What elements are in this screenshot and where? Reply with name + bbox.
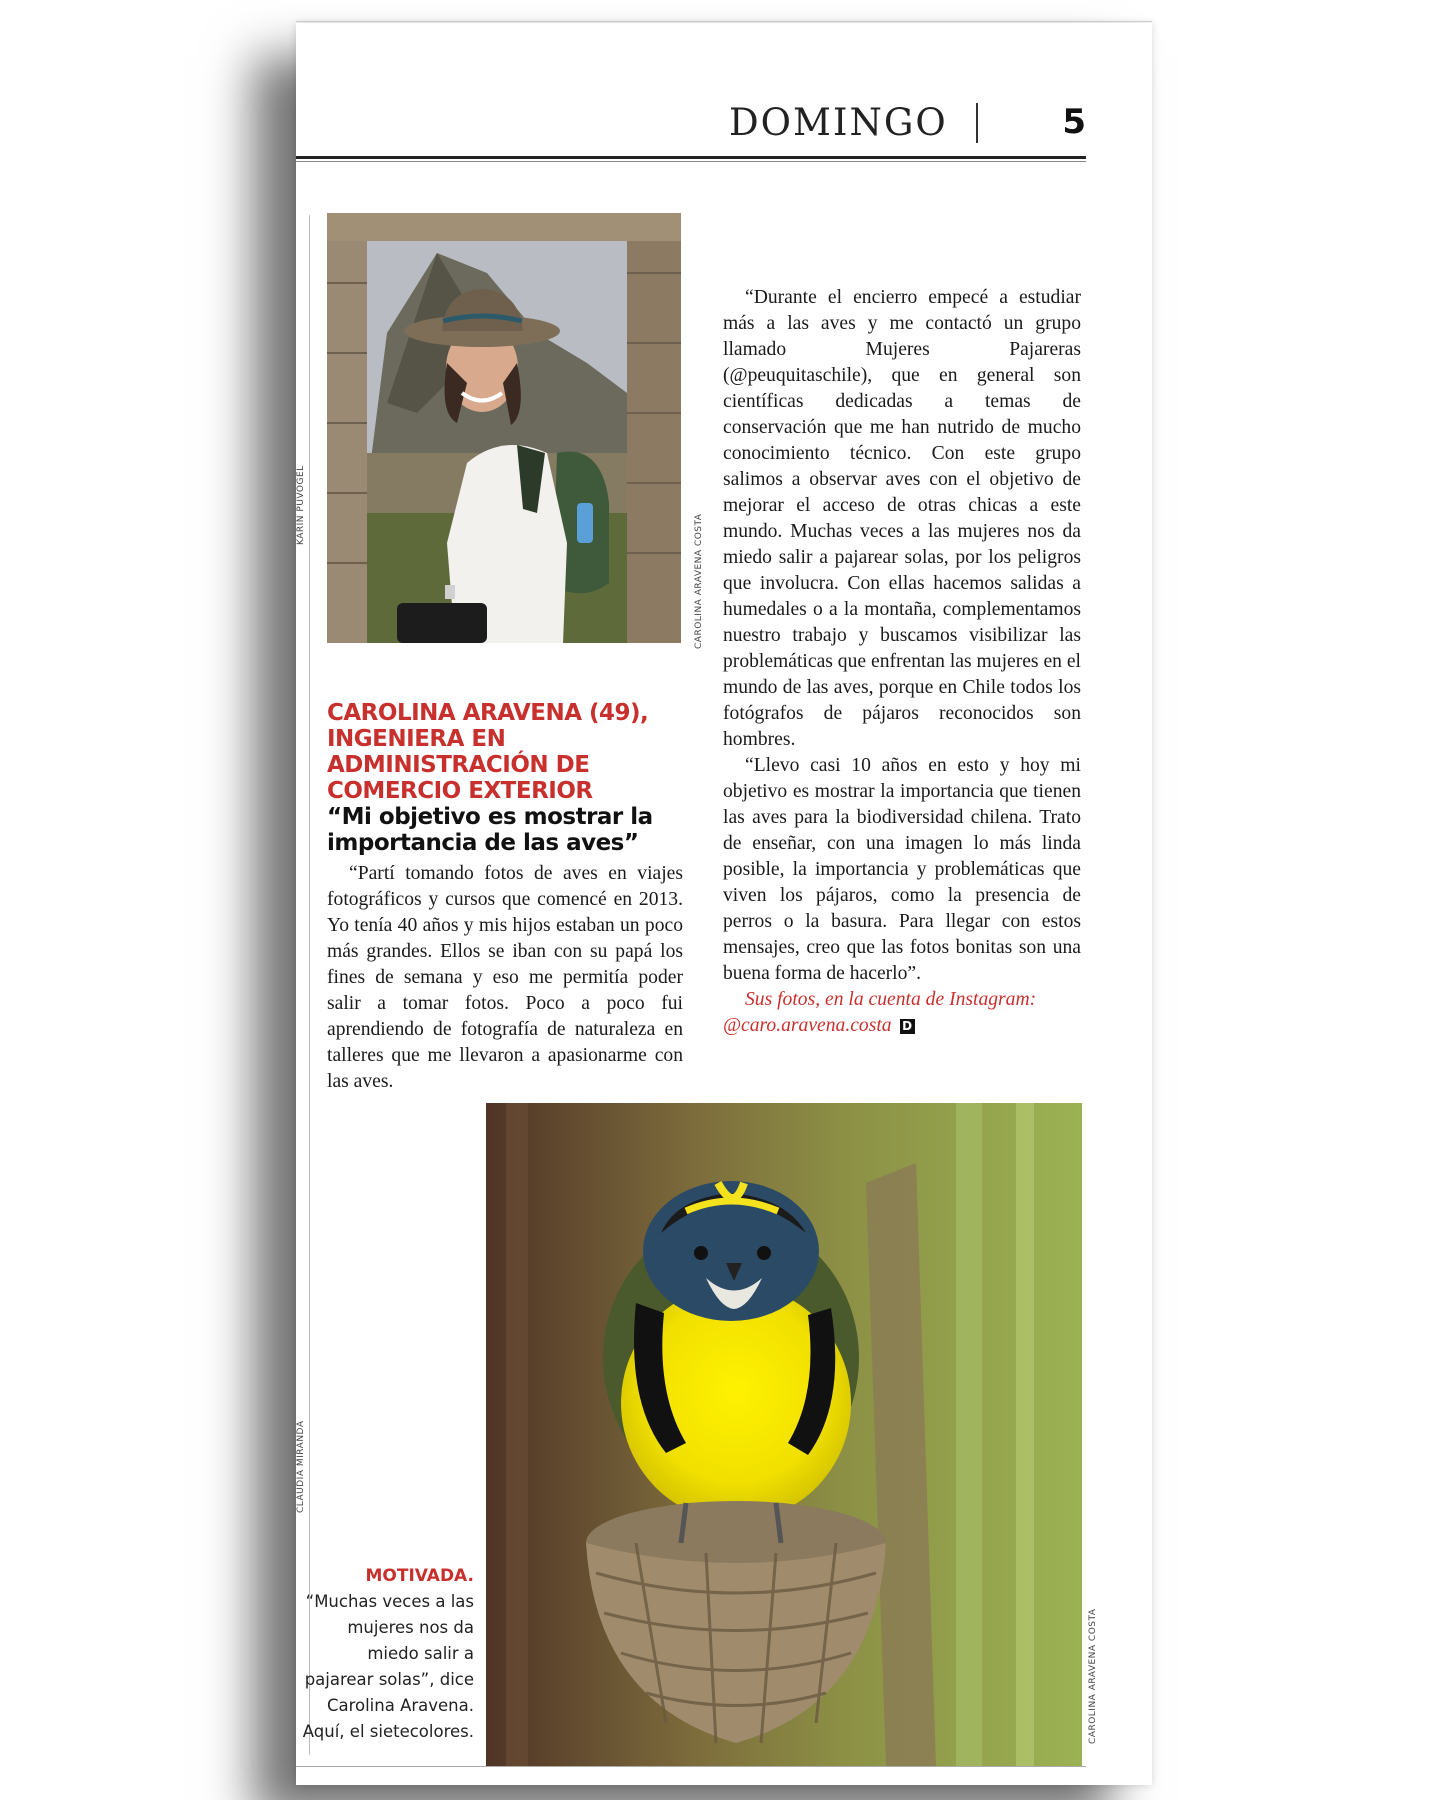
article-body-left: [327, 861, 683, 1095]
bird-photo: [486, 1103, 1082, 1766]
page-top-border: [296, 21, 1152, 22]
body-paragraph: “Llevo casi 10 años en esto y hoy mi objetivo es mostrar la importancia que tienen las aves para la biodiversidad chilena. Trato de enseñar, con una imagen lo más linda posible, la importancia y problemáticas que viven los pájaros, como la presencia de perros o la basura. Para llegar con estos mensajes, creo que las fotos bonitas son una buena forma de hacerlo”.: [723, 755, 1081, 984]
column-rule: [309, 215, 310, 1755]
photo-credit-portrait: CAROLINA ARAVENA COSTA: [694, 513, 704, 649]
portrait-illustration: [327, 213, 681, 643]
instagram-handle: @caro.aravena.costa: [723, 1015, 892, 1036]
header-rule: [296, 156, 1086, 159]
photo-credit-top-left: KARIN PUVOGEL: [296, 465, 306, 545]
newspaper-page: [296, 23, 1152, 1785]
body-paragraph: “Partí tomando fotos de aves en viajes fotográficos y cursos que comencé en 2013. Yo tenía 40 años y mis hijos estaban un poco más grandes. Ellos se iban con su papá los fines de semana y eso me permitía poder salir a tomar fotos. Poco a poco fui aprendiendo de fotografía de naturaleza en talleres que me llevaron a apasionarme con las aves.: [327, 863, 683, 1092]
body-paragraph: “Durante el encierro empecé a estudiar más a las aves y me contactó un grupo llamado Mujeres Pajareras (@peuquitaschile), que en general son científicas dedicadas a temas de conservación que me han nutrido de mucho conocimiento técnico. Con este grupo salimos a observar aves con el objetivo de mejorar el acceso de otras chicas a este mundo. Muchas veces a las mujeres nos da miedo salir a pajarear solas, por los peligros que involucra. Con ellas hacemos salidas a humedales o a la montaña, complementamos nuestro trabajo y buscamos visibilizar las problemáticas que enfrentan las mujeres en el mundo de las aves, porque en Chile todos los fotógrafos de pájaros reconocidos son hombres.: [723, 287, 1081, 750]
photo-caption: [296, 1563, 474, 1745]
section-title: DOMINGO: [729, 101, 948, 144]
bird-illustration: [486, 1103, 1082, 1766]
caption-label: MOTIVADA.: [365, 1566, 474, 1586]
header-rule-thin: [296, 161, 1086, 162]
caption-text: “Muchas veces a las mujeres nos da miedo salir a pajarear solas”, dice Carolina Aravena. Aquí, el sietecolores.: [302, 1592, 474, 1741]
end-of-article-mark: D: [900, 1019, 915, 1034]
article-subhead: “Mi objetivo es mostrar la importancia de las aves”: [327, 804, 653, 856]
header-separator: [976, 103, 978, 143]
instagram-intro: Sus fotos, en la cuenta de Instagram:: [745, 989, 1037, 1010]
photo-credit-bottom-left: CLAUDIA MIRANDA: [296, 1420, 306, 1513]
page-number: 5: [1062, 102, 1086, 142]
footer-rule: [296, 1766, 1086, 1767]
article-body-right: [723, 285, 1081, 1039]
article-headline: CAROLINA ARAVENA (49), INGENIERA EN ADMINISTRACIÓN DE COMERCIO EXTERIOR: [327, 700, 649, 804]
photo-credit-bird: CAROLINA ARAVENA COSTA: [1088, 1608, 1098, 1744]
instagram-note: [723, 987, 1081, 1039]
portrait-photo: [327, 213, 681, 643]
